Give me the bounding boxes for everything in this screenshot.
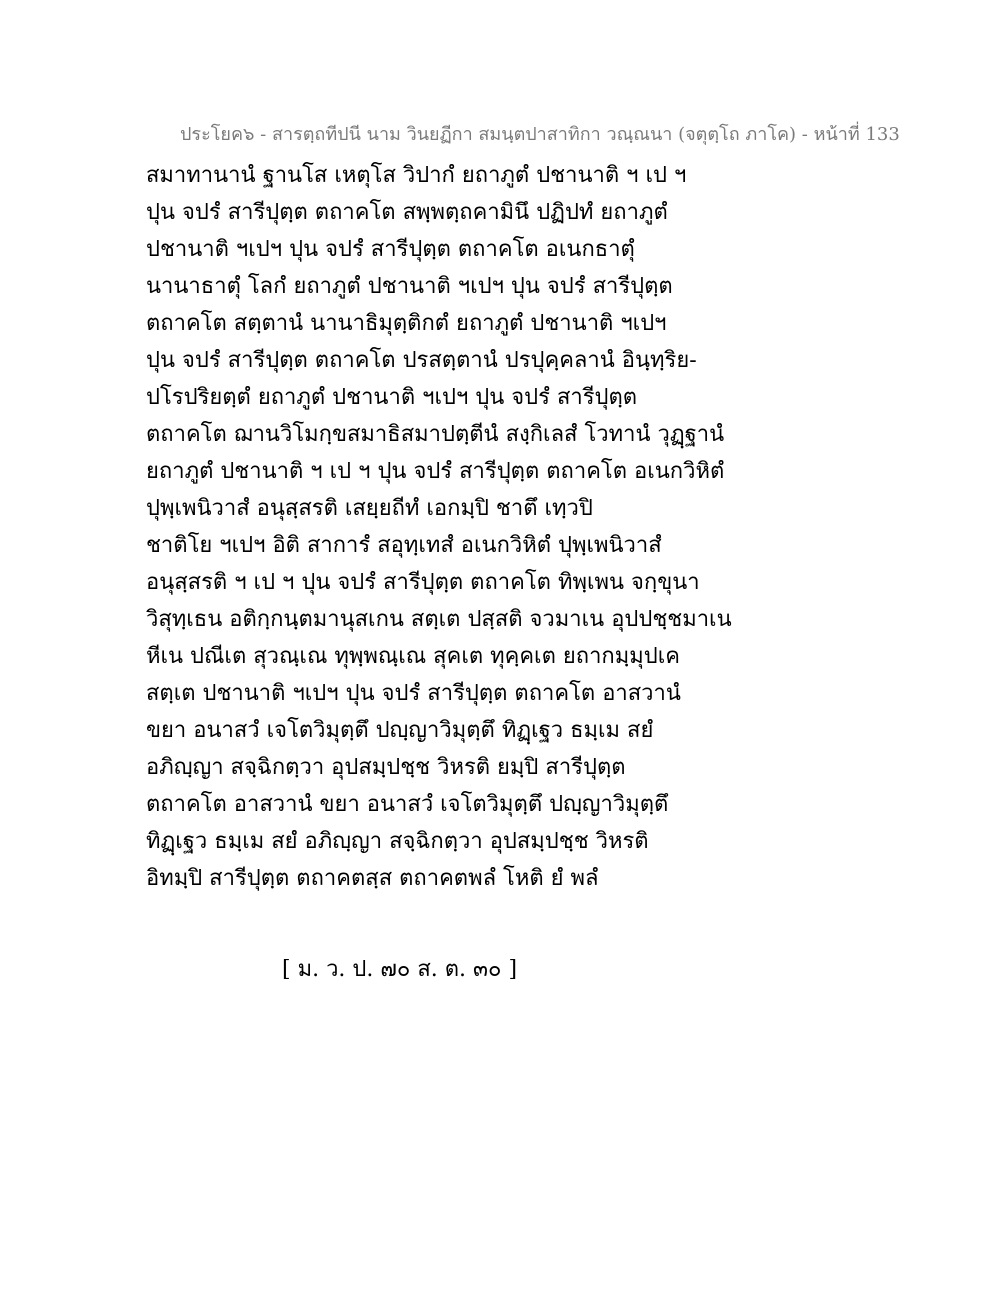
text-line: ยถาภูตํ ปชานาติ ฯ เป ฯ ปุน จปรํ สารีปุตฺต ตถาคโต อเนกวิหิตํ [146, 459, 725, 484]
text-line: ตถาคโต สตฺตานํ นานาธิมุตฺติกตํ ยถาภูตํ ปชานาติ ฯเปฯ [146, 311, 667, 336]
text-line: ตถาคโต อาสวานํ ขยา อนาสวํ เจโตวิมุตฺตึ ปญฺญาวิมุตฺตึ [146, 792, 669, 817]
reference-citation: [ ม. ว. ป. ๗๐ ส. ต. ๓๐ ] [282, 957, 518, 982]
text-line: สตฺเต ปชานาติ ฯเปฯ ปุน จปรํ สารีปุตฺต ตถาคโต อาสวานํ [146, 681, 681, 706]
text-line: อนุสฺสรติ ฯ เป ฯ ปุน จปรํ สารีปุตฺต ตถาคโต ทิพฺเพน จกฺขุนา [146, 570, 700, 595]
text-line: ปชานาติ ฯเปฯ ปุน จปรํ สารีปุตฺต ตถาคโต อเนกธาตุํ [146, 237, 635, 262]
text-line: นานาธาตุํ โลกํ ยถาภูตํ ปชานาติ ฯเปฯ ปุน จปรํ สารีปุตฺต [146, 274, 673, 299]
text-line: ตถาคโต ฌานวิโมกฺขสมาธิสมาปตฺตีนํ สงฺกิเลสํ โวทานํ วุฏฺฐานํ [146, 422, 725, 447]
text-line: ปุน จปรํ สารีปุตฺต ตถาคโต สพฺพตฺถคามินึ ปฏิปทํ ยถาภูตํ [146, 200, 668, 225]
text-line: ชาติโย ฯเปฯ อิติ สาการํ สอุทฺเทสํ อเนกวิหิตํ ปุพฺเพนิวาสํ [146, 533, 662, 558]
running-header: ประโยค๖ - สารตฺถทีปนี นาม วินยฏีกา สมนฺตปาสาทิกา วณฺณนา (จตุตฺโถ ภาโค) - หน้าที่ 133 [180, 124, 900, 145]
text-line: ขยา อนาสวํ เจโตวิมุตฺตึ ปญฺญาวิมุตฺตึ ทิฏฺเฐว ธมฺเม สยํ [146, 718, 654, 743]
text-line: หีเน ปณีเต สุวณฺเณ ทุพฺพณฺเณ สุคเต ทุคฺคเต ยถากมฺมุปเค [146, 644, 680, 669]
text-line: ทิฏฺเฐว ธมฺเม สยํ อภิญฺญา สจฺฉิกตฺวา อุปสมฺปชฺช วิหรติ [146, 829, 649, 854]
text-line: ปุพฺเพนิวาสํ อนุสฺสรติ เสยฺยถีทํ เอกมฺปิ ชาตึ เทฺวปิ [146, 496, 593, 521]
body-text [146, 157, 732, 897]
text-line: ปุน จปรํ สารีปุตฺต ตถาคโต ปรสตฺตานํ ปรปุคฺคลานํ อินฺทฺริย- [146, 348, 697, 373]
text-line: สมาทานานํ ฐานโส เหตุโส วิปากํ ยถาภูตํ ปชานาติ ฯ เป ฯ [146, 163, 687, 188]
text-line: อภิญฺญา สจฺฉิกตฺวา อุปสมฺปชฺช วิหรติ ยมฺปิ สารีปุตฺต [146, 755, 626, 780]
text-line: ปโรปริยตฺตํ ยถาภูตํ ปชานาติ ฯเปฯ ปุน จปรํ สารีปุตฺต [146, 385, 638, 410]
text-line: อิทมฺปิ สารีปุตฺต ตถาคตสฺส ตถาคตพลํ โหติ ยํ พลํ [146, 866, 599, 891]
text-line: วิสุทฺเธน อติกฺกนฺตมานุสเกน สตฺเต ปสฺสติ จวมาเน อุปปชฺชมาเน [146, 607, 732, 632]
